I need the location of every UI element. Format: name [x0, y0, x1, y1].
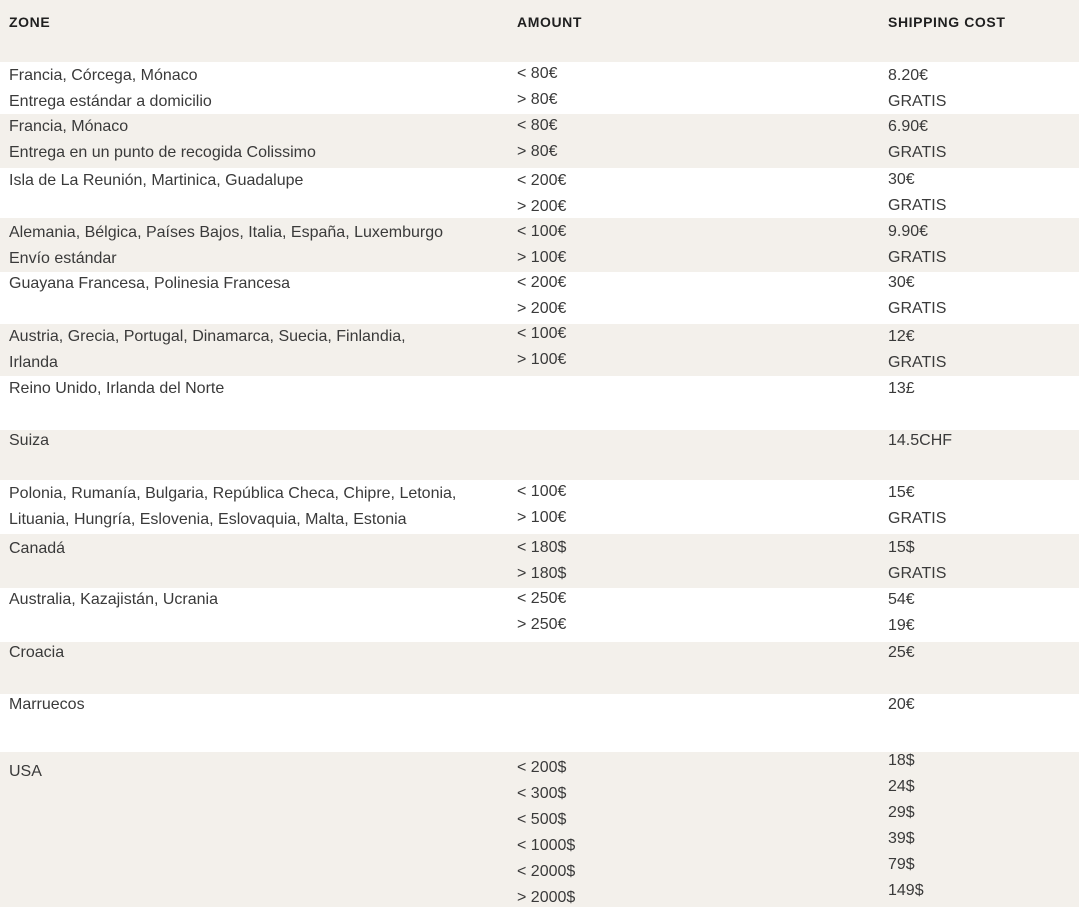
zone-line: Francia, Mónaco: [9, 118, 129, 135]
table-row: [0, 168, 1079, 218]
header-amount: AMOUNT: [517, 14, 583, 30]
amount-line: < 300$: [517, 785, 567, 802]
amount-line: < 200€: [517, 274, 567, 291]
row-zone-cell: [9, 759, 42, 785]
cost-line: 29$: [888, 804, 915, 821]
row-amount-cell: [517, 586, 566, 638]
cost-line: 15$: [888, 539, 915, 556]
amount-line: > 100€: [517, 351, 567, 368]
row-zone-cell: [9, 114, 316, 166]
amount-line: < 500$: [517, 811, 567, 828]
cost-line: 54€: [888, 591, 915, 608]
row-zone-cell: [9, 220, 443, 272]
amount-line: < 2000$: [517, 863, 576, 880]
amount-line: > 200€: [517, 300, 567, 317]
cost-line: 39$: [888, 830, 915, 847]
cost-line: 149$: [888, 882, 924, 899]
row-amount-cell: [517, 219, 566, 271]
amount-line: < 1000$: [517, 837, 576, 854]
amount-line: < 100€: [517, 223, 567, 240]
row-cost-cell: [888, 324, 946, 376]
zone-line: Australia, Kazajistán, Ucrania: [9, 591, 218, 608]
zone-line: Lituania, Hungría, Eslovenia, Eslovaquia, Malta, Estonia: [9, 511, 407, 528]
row-cost-cell: [888, 535, 946, 587]
row-amount-cell: [517, 535, 566, 587]
cost-line: GRATIS: [888, 144, 947, 161]
amount-line: > 200€: [517, 198, 567, 215]
zone-line: Polonia, Rumanía, Bulgaria, República Checa, Chipre, Letonia,: [9, 485, 457, 502]
amount-line: < 100€: [517, 325, 567, 342]
row-cost-cell: [888, 640, 915, 666]
cost-line: GRATIS: [888, 300, 947, 317]
cost-line: 14.5CHF: [888, 432, 953, 449]
row-cost-cell: [888, 270, 946, 322]
row-zone-cell: [9, 168, 303, 194]
zone-line: Isla de La Reunión, Martinica, Guadalupe: [9, 172, 304, 189]
row-cost-cell: [888, 376, 915, 402]
amount-line: < 250€: [517, 590, 567, 607]
row-zone-cell: [9, 640, 64, 666]
table-row: [0, 218, 1079, 272]
cost-line: GRATIS: [888, 510, 947, 527]
row-amount-cell: [517, 755, 575, 911]
zone-line: Entrega estándar a domicilio: [9, 93, 212, 110]
amount-line: < 200€: [517, 172, 567, 189]
zone-line: Alemania, Bélgica, Países Bajos, Italia, España, Luxemburgo: [9, 224, 444, 241]
zone-line: Croacia: [9, 644, 65, 661]
cost-line: 6.90€: [888, 118, 929, 135]
amount-line: < 100€: [517, 483, 567, 500]
cost-line: 8.20€: [888, 67, 929, 84]
row-zone-cell: [9, 376, 224, 402]
cost-line: GRATIS: [888, 354, 947, 371]
cost-line: 20€: [888, 696, 915, 713]
zone-line: Irlanda: [9, 354, 58, 371]
row-cost-cell: [888, 167, 946, 219]
row-zone-cell: [9, 536, 65, 562]
header-zone: ZONE: [9, 14, 51, 30]
zone-line: Envío estándar: [9, 250, 117, 267]
amount-line: > 100€: [517, 509, 567, 526]
cost-line: 9.90€: [888, 223, 929, 240]
table-row: [0, 62, 1079, 114]
amount-line: < 80€: [517, 65, 558, 82]
zone-line: Suiza: [9, 432, 50, 449]
zone-line: Austria, Grecia, Portugal, Dinamarca, Suecia, Finlandia,: [9, 328, 406, 345]
zone-line: Francia, Córcega, Mónaco: [9, 67, 198, 84]
cost-line: GRATIS: [888, 197, 947, 214]
cost-line: GRATIS: [888, 93, 947, 110]
header-shipping-cost: SHIPPING COST: [888, 14, 1006, 30]
amount-line: < 80€: [517, 117, 558, 134]
row-cost-cell: [888, 587, 915, 639]
table-row: [0, 694, 1079, 752]
table-row: [0, 114, 1079, 168]
zone-line: Entrega en un punto de recogida Colissimo: [9, 144, 316, 161]
row-amount-cell: [517, 61, 557, 113]
row-amount-cell: [517, 113, 557, 165]
table-row: [0, 752, 1079, 907]
table-row: [0, 324, 1079, 376]
row-zone-cell: [9, 324, 406, 376]
row-zone-cell: [9, 428, 49, 454]
row-cost-cell: [888, 748, 924, 904]
amount-line: > 180$: [517, 565, 567, 582]
row-cost-cell: [888, 219, 946, 271]
amount-line: > 250€: [517, 616, 567, 633]
row-zone-cell: [9, 692, 85, 718]
zone-line: USA: [9, 763, 42, 780]
cost-line: 79$: [888, 856, 915, 873]
table-row: [0, 376, 1079, 430]
zone-line: Reino Unido, Irlanda del Norte: [9, 380, 225, 397]
zone-line: Marruecos: [9, 696, 85, 713]
row-zone-cell: [9, 587, 218, 613]
row-zone-cell: [9, 481, 456, 533]
amount-line: > 80€: [517, 91, 558, 108]
table-row: [0, 642, 1079, 694]
cost-line: 25€: [888, 644, 915, 661]
table-row: [0, 430, 1079, 480]
zone-line: Canadá: [9, 540, 66, 557]
amount-line: > 100€: [517, 249, 567, 266]
amount-line: < 180$: [517, 539, 567, 556]
row-amount-cell: [517, 479, 566, 531]
row-amount-cell: [517, 168, 566, 220]
cost-line: 12€: [888, 328, 915, 345]
row-cost-cell: [888, 63, 946, 115]
row-cost-cell: [888, 480, 946, 532]
table-row: [0, 534, 1079, 588]
row-cost-cell: [888, 428, 952, 454]
row-cost-cell: [888, 692, 915, 718]
table-header: [0, 0, 1079, 62]
amount-line: > 2000$: [517, 889, 576, 906]
cost-line: 13£: [888, 380, 915, 397]
zone-line: Guayana Francesa, Polinesia Francesa: [9, 275, 291, 292]
table-row: [0, 588, 1079, 642]
cost-line: 30€: [888, 171, 915, 188]
amount-line: < 200$: [517, 759, 567, 776]
cost-line: 19€: [888, 617, 915, 634]
cost-line: GRATIS: [888, 249, 947, 266]
cost-line: 18$: [888, 752, 915, 769]
row-amount-cell: [517, 270, 566, 322]
table-row: [0, 480, 1079, 534]
row-zone-cell: [9, 271, 290, 297]
row-amount-cell: [517, 321, 566, 373]
cost-line: 15€: [888, 484, 915, 501]
cost-line: 24$: [888, 778, 915, 795]
row-zone-cell: [9, 63, 212, 115]
row-cost-cell: [888, 114, 946, 166]
table-row: [0, 272, 1079, 324]
amount-line: > 80€: [517, 143, 558, 160]
cost-line: GRATIS: [888, 565, 947, 582]
cost-line: 30€: [888, 274, 915, 291]
